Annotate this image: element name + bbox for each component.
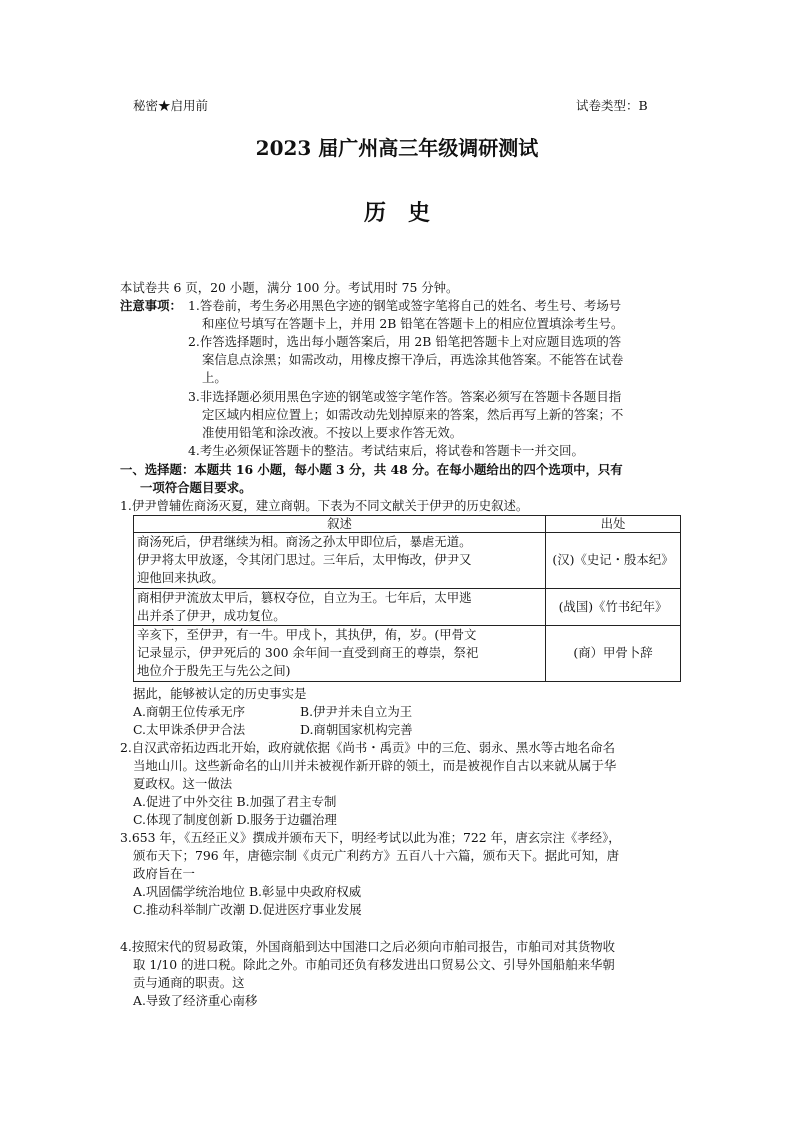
- q2-options-ab: A.促进了中外交往 B.加强了君主专制: [133, 794, 337, 809]
- notice-line: 和座位号填写在答题卡上，并用 2B 铅笔在答题卡上的相应位置填涂考生号。: [202, 316, 624, 331]
- q4-option-a: A.导致了经济重心南移: [133, 993, 258, 1008]
- notice-line: 4.考生必须保证答题卡的整洁。考试结束后，将试卷和答题卡一并交回。: [188, 443, 584, 458]
- exam-title: 2023 届广州高三年级调研测试: [255, 136, 539, 160]
- q1-stem: 1.伊尹曾辅佐商汤灭夏，建立商朝。下表为不同文献关于伊尹的历史叙述。: [120, 498, 529, 513]
- notice-line: 上。: [202, 370, 227, 385]
- table-header: 出处: [546, 516, 681, 533]
- table-header: 叙述: [134, 516, 546, 533]
- table-cell-source: (汉)《史记・殷本纪》: [546, 533, 681, 589]
- q3-line: 颁布天下；796 年，唐德宗制《贞元广利药方》五百八十六篇，颁布天下。据此可知，唐: [133, 848, 620, 863]
- table-row: [134, 588, 681, 625]
- q1-option-a: A.商朝王位传承无序: [133, 704, 246, 719]
- notice-line: 3.非选择题必须用黑色字迹的钢笔或签字笔作答。答案必须写在答题卡各题目指: [188, 389, 622, 404]
- q4-line: 贡与通商的职责。这: [133, 975, 245, 990]
- table-cell-source: (战国)《竹书纪年》: [546, 588, 681, 625]
- notice-line: 定区域内相应位置上；如需改动先划掉原来的答案，然后再写上新的答案；不: [202, 407, 624, 422]
- q3-options-cd: C.推动科举制广改潮 D.促进医疗事业发展: [133, 902, 362, 917]
- table-cell-line: 商相伊尹流放太甲后，篡权夺位，自立为王。七年后，太甲逃: [137, 589, 472, 605]
- paper-type: 试卷类型：B: [576, 98, 648, 113]
- table-cell-line: 伊尹将太甲放逐，令其闭门思过。三年后，太甲悔改，伊尹又: [137, 552, 472, 568]
- q2-options-cd: C.体现了制度创新 D.服务于边疆治理: [133, 812, 337, 827]
- notice-line: 准使用铅笔和涂改液。不按以上要求作答无效。: [202, 425, 463, 440]
- table-cell-source: (商）甲骨卜辞: [546, 626, 681, 682]
- q1-lead: 据此，能够被认定的历史事实是: [133, 686, 307, 701]
- table-row: [134, 626, 681, 682]
- table-cell-line: 迎他回来执政。: [137, 570, 224, 586]
- q4-line: 4.按照宋代的贸易政策，外国商船到达中国港口之后必须向市舶司报告，市舶司对其货物收: [120, 939, 616, 954]
- q3-options-ab: A.巩固儒学统治地位 B.彰显中央政府权威: [133, 884, 362, 899]
- q1-option-c: C.太甲诛杀伊尹合法: [133, 722, 246, 737]
- confidential-mark: 秘密★启用前: [133, 98, 209, 113]
- notice-line: 1.答卷前，考生务必用黑色字迹的钢笔或签字笔将自己的姓名、考生号、考场号: [188, 298, 622, 313]
- q1-option-b: B.伊尹并未自立为王: [300, 704, 413, 719]
- q2-line: 夏政权。这一做法: [133, 776, 233, 791]
- table-cell-line: 辛亥下，至伊尹，有一牛。甲戌卜，其执伊，侑，岁。(甲骨文: [137, 627, 477, 643]
- table-cell-line: 商汤死后，伊君继续为相。商汤之孙太甲即位后，暴虐无道。: [137, 534, 472, 549]
- notice-label: 注意事项：: [120, 298, 182, 313]
- q1-option-d: D.商朝国家机构完善: [300, 722, 413, 737]
- intro-text: 本试卷共 6 页，20 小题，满分 100 分。考试用时 75 分钟。: [120, 280, 459, 295]
- notice-line: 案信息点涂黑；如需改动，用橡皮擦干净后，再选涂其他答案。不能答在试卷: [202, 352, 624, 367]
- q4-line: 取 1/10 的进口税。除此之外。市舶司还负有移发进出口贸易公文、引导外国船舶来华朝: [133, 957, 615, 972]
- q3-line: 政府旨在一: [133, 866, 195, 881]
- table-row: [134, 533, 681, 589]
- subject-title: 历史: [363, 200, 452, 226]
- q2-line: 当地山川。这些新命名的山川并未被视作新开辟的领土，而是被视作自古以来就从属于华: [133, 758, 617, 773]
- table-cell-line: 记录显示，伊尹死后的 300 余年间一直受到商王的尊崇，祭祀: [137, 645, 479, 661]
- q2-line: 2.自汉武帝拓边西北开始，政府就依据《尚书・禹贡》中的三危、弱永、黑水等古地名命名: [120, 740, 616, 755]
- section-heading-cont: 一项符合题目要求。: [140, 480, 252, 495]
- table-cell-line: 出并杀了伊尹，成功复位。: [137, 607, 286, 623]
- q3-line: 3.653 年，《五经正义》撰成并颁布天下，明经考试以此为准；722 年，唐玄宗注《孝经》，: [120, 830, 621, 845]
- section-heading: 一、选择题：本题共 16 小题，每小题 3 分，共 48 分。在每小题给出的四个选项中，只有: [120, 462, 623, 477]
- table-cell-line: 地位介于殷先王与先公之间): [137, 663, 291, 679]
- q1-source-table: [133, 515, 681, 682]
- notice-line: 2.作答选择题时，选出每小题答案后，用 2B 铅笔把答题卡上对应题目选项的答: [188, 334, 622, 349]
